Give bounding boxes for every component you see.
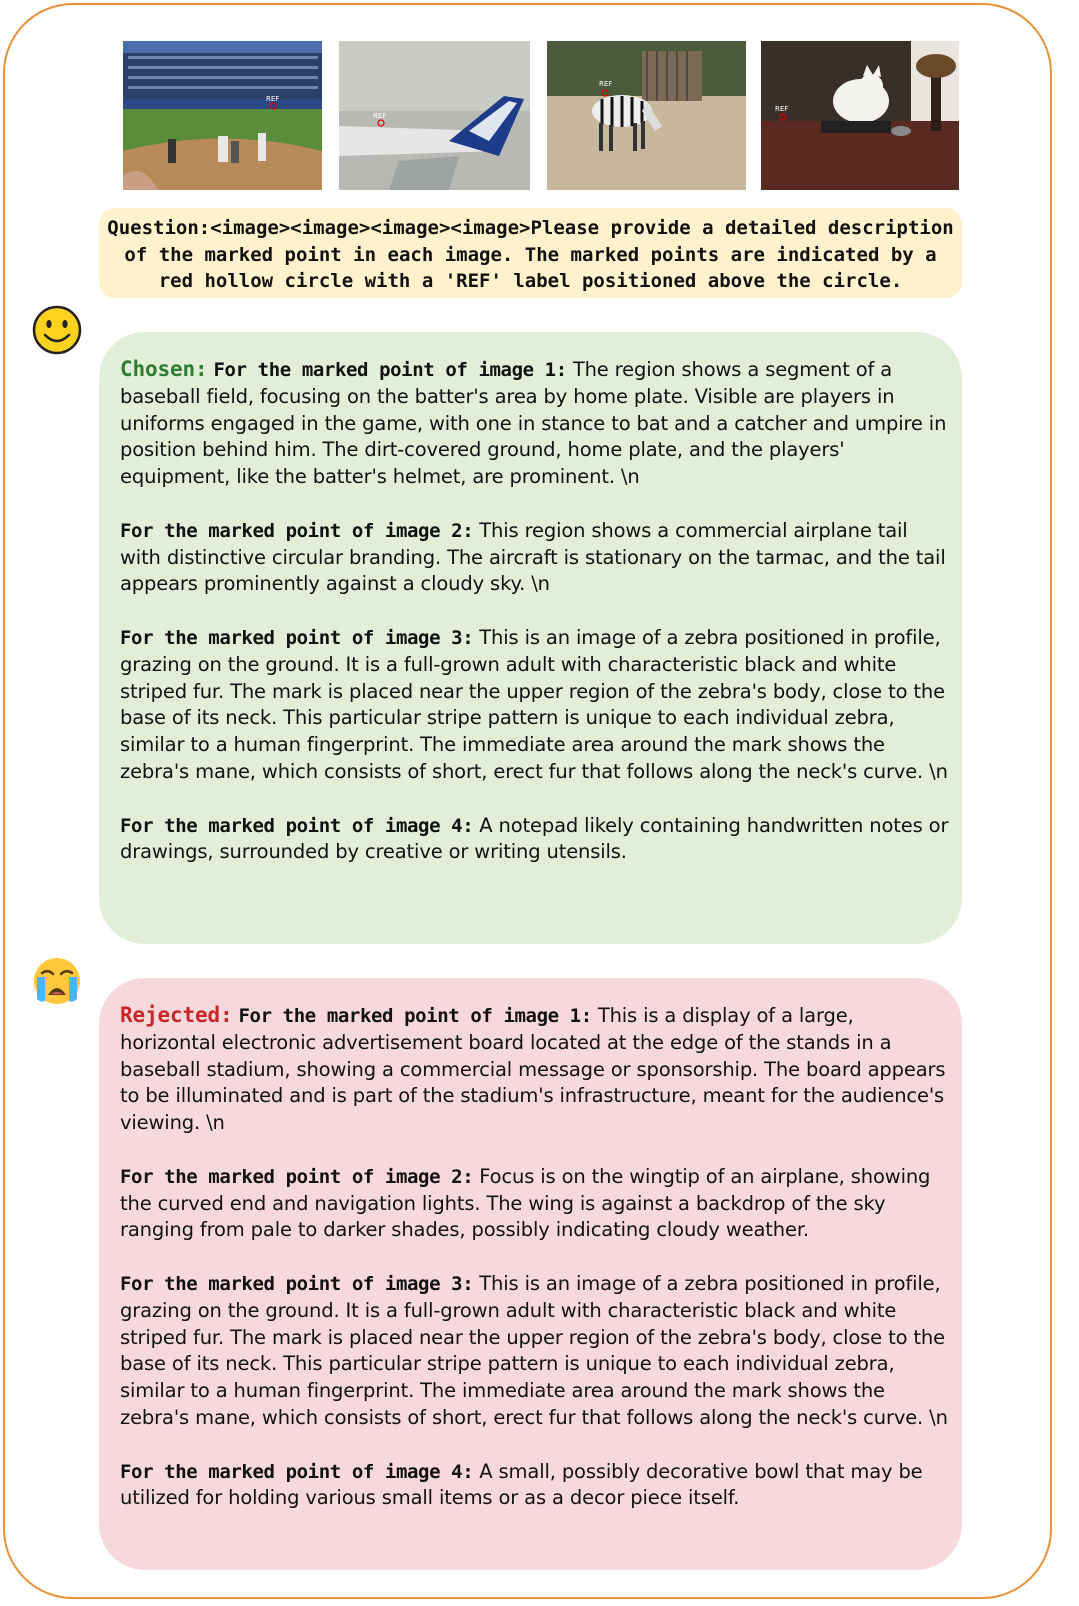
rejected-item-4	[120, 1459, 950, 1513]
ref-label: REF	[775, 105, 789, 113]
item-lead: For the marked point of image 1:	[213, 359, 567, 381]
image-2-airplane	[339, 41, 530, 190]
question-box	[99, 208, 962, 298]
chosen-item-1	[120, 356, 950, 491]
chosen-item-3	[120, 625, 950, 786]
image-1-baseball	[123, 41, 322, 190]
image-3-zebra	[547, 41, 746, 190]
item-lead: For the marked point of image 4:	[120, 1460, 474, 1483]
item-text: This is an image of a zebra positioned in profile, grazing on the ground. It is a full-grown adult with characteristic black and white striped fur. The mark is placed near the upper region of the zebra's body, close to the base of its neck. This particular stripe pattern is unique to each individual zebra, similar to a human fingerprint. The immediate area around the mark shows the zebra's mane, which consists of short, erect fur that follows along the neck's curve. \n	[120, 1271, 948, 1429]
item-lead: For the marked point of image 3:	[120, 626, 474, 649]
chosen-item-4	[120, 813, 950, 867]
rejected-panel	[99, 978, 962, 1570]
smiley-face-icon	[31, 304, 83, 356]
item-lead: For the marked point of image 2:	[120, 519, 474, 542]
rejected-item-2	[120, 1164, 950, 1244]
item-text: This is an image of a zebra positioned in profile, grazing on the ground. It is a full-grown adult with characteristic black and white striped fur. The mark is placed near the upper region of the zebra's body, close to the base of its neck. This particular stripe pattern is unique to each individual zebra, similar to a human fingerprint. The immediate area around the mark shows the zebra's mane, which consists of short, erect fur that follows along the neck's curve. \n	[120, 625, 948, 783]
rejected-tag: Rejected:	[120, 1003, 233, 1027]
ref-label: REF	[266, 95, 280, 103]
item-text: A small, possibly decorative bowl that may be utilized for holding various small items or as a decor piece itself.	[120, 1459, 923, 1510]
rejected-item-3	[120, 1271, 950, 1432]
item-lead: For the marked point of image 1:	[238, 1005, 592, 1027]
item-lead: For the marked point of image 2:	[120, 1165, 474, 1188]
question-text: Question:<image><image><image><image>Please provide a detailed description of the marked point in each image. The marked points are indicated by a red hollow circle with a 'REF' label positioned above the circle.	[107, 217, 954, 292]
item-text: The region shows a segment of a baseball field, focusing on the batter's area by home plate. Visible are players in uniforms engaged in the game, with one in stance to bat and a catcher and umpire in position behind him. The dirt-covered ground, home plate, and the players' equipment, like the batter's helmet, are prominent. \n	[120, 358, 947, 489]
chosen-panel	[99, 332, 962, 944]
item-text: A notepad likely containing handwritten notes or drawings, surrounded by creative or writing utensils.	[120, 813, 949, 864]
chosen-tag: Chosen:	[120, 357, 208, 381]
image-4-cat	[761, 41, 959, 190]
item-text: This is a display of a large, horizontal electronic advertisement board located at the edge of the stands in a baseball stadium, showing a commercial message or sponsorship. The board appears to be illuminated and is part of the stadium's infrastructure, meant for the audience's viewing. \n	[120, 1004, 946, 1135]
chosen-item-2	[120, 518, 950, 598]
rejected-item-1	[120, 1002, 950, 1137]
crying-face-icon	[31, 955, 83, 1007]
item-lead: For the marked point of image 3:	[120, 1272, 474, 1295]
ref-label: REF	[373, 112, 387, 120]
item-text: Focus is on the wingtip of an airplane, showing the curved end and navigation lights. The wing is against a backdrop of the sky ranging from pale to darker shades, possibly indicating cloudy weather.	[120, 1164, 931, 1242]
item-text: This region shows a commercial airplane tail with distinctive circular branding. The aircraft is stationary on the tarmac, and the tail appears prominently against a cloudy sky. \n	[120, 518, 946, 596]
ref-label: REF	[599, 80, 613, 88]
item-lead: For the marked point of image 4:	[120, 814, 474, 837]
